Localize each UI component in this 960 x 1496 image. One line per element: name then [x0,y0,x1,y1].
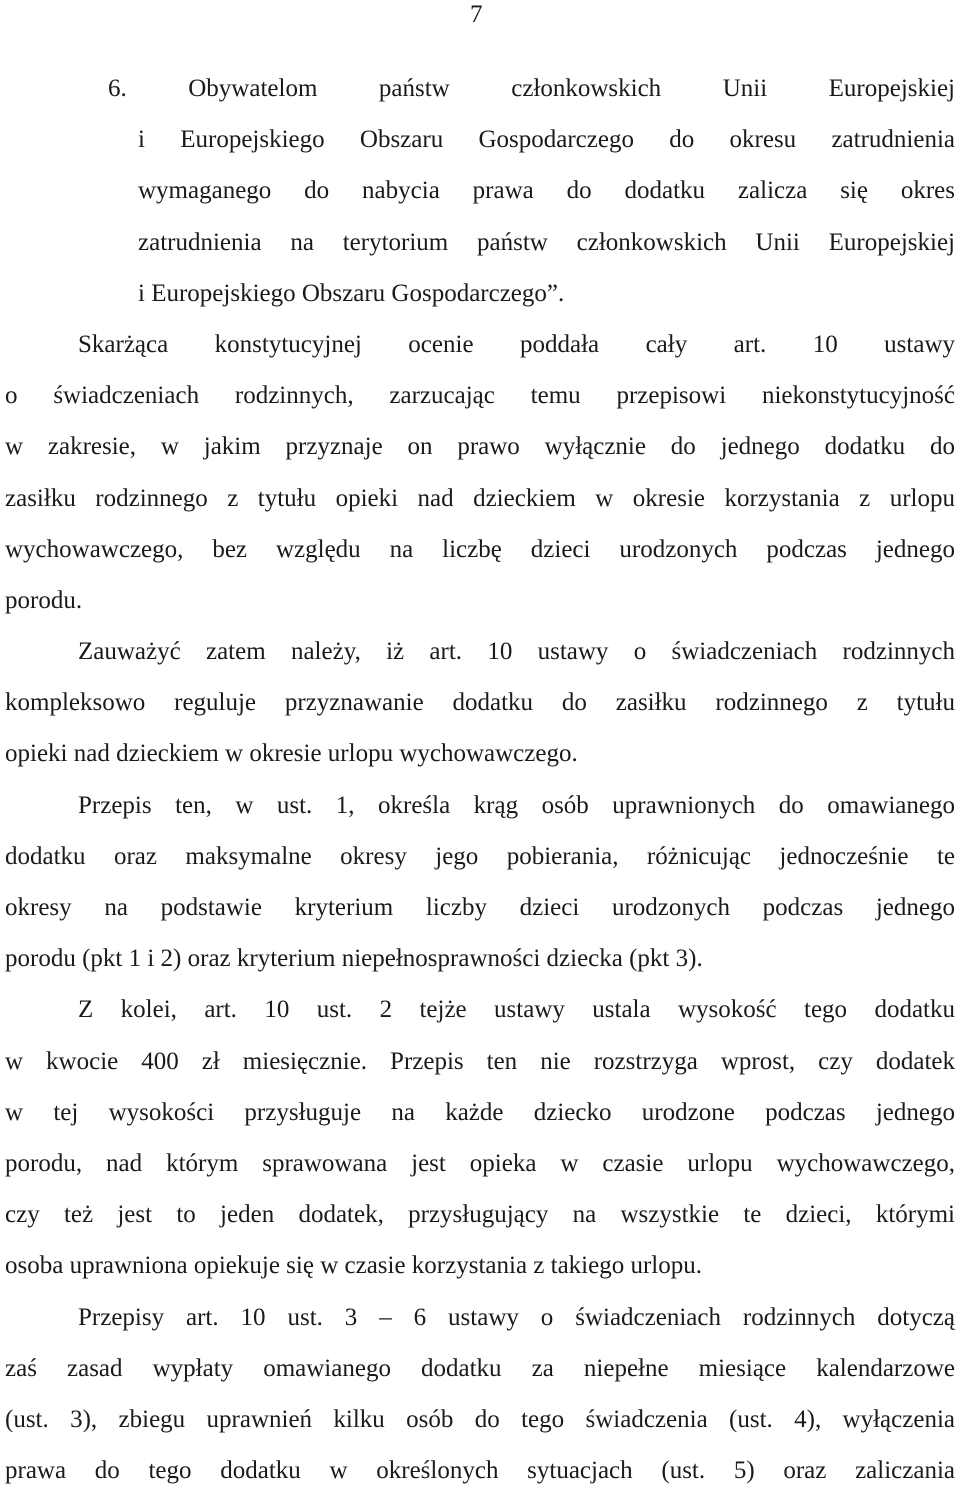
text-line: porodu, nad którym sprawowana jest opieka w czasie urlopu wychowawczego, [5,1138,955,1189]
text-line: dodatku oraz maksymalne okresy jego pobierania, różnicując jednocześnie te [5,831,955,882]
text-line: wychowawczego, bez względu na liczbę dzieci urodzonych podczas jednego [5,524,955,575]
text-line: kompleksowo reguluje przyznawanie dodatku do zasiłku rodzinnego z tytułu [5,677,955,728]
text-line: zasiłku rodzinnego z tytułu opieki nad dzieckiem w okresie korzystania z urlopu [5,473,955,524]
text-line: porodu. [5,575,955,626]
text-line: zatrudnienia na terytorium państw członkowskich Unii Europejskiej [5,217,955,268]
text-line: okresy na podstawie kryterium liczby dzieci urodzonych podczas jednego [5,882,955,933]
text-line: wymaganego do nabycia prawa do dodatku zalicza się okres [5,165,955,216]
text-line: Z kolei, art. 10 ust. 2 tejże ustawy ustala wysokość tego dodatku [5,984,955,1035]
paragraph [5,319,955,626]
paragraph [5,626,955,780]
text-line: i Europejskiego Obszaru Gospodarczego do okresu zatrudnienia [5,114,955,165]
text-line: o świadczeniach rodzinnych, zarzucając temu przepisowi niekonstytucyjność [5,370,955,421]
text-line: prawa do tego dodatku w określonych sytuacjach (ust. 5) oraz zaliczania [5,1445,955,1496]
text-line: Przepis ten, w ust. 1, określa krąg osób uprawnionych do omawianego [5,780,955,831]
text-line: (ust. 3), zbiegu uprawnień kilku osób do tego świadczenia (ust. 4), wyłączenia [5,1394,955,1445]
text-line: czy też jest to jeden dodatek, przysługujący na wszystkie te dzieci, którymi [5,1189,955,1240]
list-item-6 [5,63,955,319]
text-line: w kwocie 400 zł miesięcznie. Przepis ten nie rozstrzyga wprost, czy dodatek [5,1036,955,1087]
text-line: zaś zasad wypłaty omawianego dodatku za niepełne miesiące kalendarzowe [5,1343,955,1394]
text-line: 6. Obywatelom państw członkowskich Unii Europejskiej [5,63,955,114]
paragraph [5,1292,955,1496]
text-line: w tej wysokości przysługuje na każde dziecko urodzone podczas jednego [5,1087,955,1138]
text-line: osoba uprawniona opiekuje się w czasie korzystania z takiego urlopu. [5,1240,955,1291]
paragraph [5,984,955,1291]
text-line: Przepisy art. 10 ust. 3 – 6 ustawy o świadczeniach rodzinnych dotyczą [5,1292,955,1343]
text-line: opieki nad dzieckiem w okresie urlopu wychowawczego. [5,728,955,779]
text-line: porodu (pkt 1 i 2) oraz kryterium niepełnosprawności dziecka (pkt 3). [5,933,955,984]
text-line: Skarżąca konstytucyjnej ocenie poddała cały art. 10 ustawy [5,319,955,370]
text-line: Zauważyć zatem należy, iż art. 10 ustawy o świadczeniach rodzinnych [5,626,955,677]
text-line: i Europejskiego Obszaru Gospodarczego”. [5,268,955,319]
paragraph [5,780,955,985]
text-line: w zakresie, w jakim przyznaje on prawo wyłącznie do jednego dodatku do [5,421,955,472]
page-number: 7 [470,0,483,30]
document-body [5,63,955,1496]
